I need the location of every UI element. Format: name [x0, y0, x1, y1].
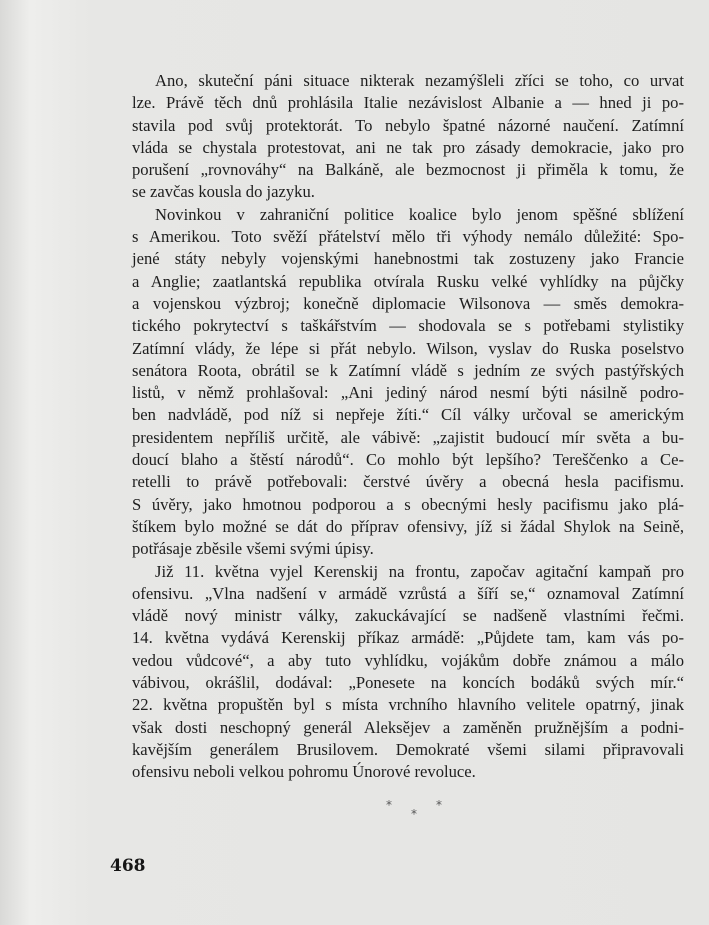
text-line: presidentem nepříliš určitě, ale vábivě: „zajistit budoucí mír světa a bu-	[132, 427, 684, 447]
text-line: S úvěry, jako hmotnou podporou a s obecnými hesly pacifismu jako plá-	[132, 494, 684, 514]
text-line: Zatímní vlády, že lépe si přát nebylo. Wilson, vyslav do Ruska poselstvo	[132, 338, 684, 358]
section-break-asterisks	[378, 798, 458, 828]
text-line: ofensivu. „Vlna nadšení v armádě vzrůstá a šíří se,“ oznamoval Zatímní	[132, 583, 684, 603]
asterisk-icon: *	[386, 798, 392, 812]
text-line: Již 11. května vyjel Kerenskij na frontu, započav agitační kampaň pro	[155, 561, 684, 581]
text-line: Novinkou v zahraniční politice koalice bylo jenom spěšné sblížení	[155, 204, 684, 224]
text-line: jené státy nebyly vojenskými hanebnostmi tak zostuzeny jako Francie	[132, 249, 684, 269]
text-line: senátora Roota, obrátil se k Zatímní vládě s jedním ze svých pastýřských	[132, 360, 684, 380]
text-line: 22. května propuštěn byl s místa vrchního hlavního velitele opatrný, jinak	[132, 695, 684, 715]
text-line: vábivou, okrášlil, dodával: „Ponesete na koncích bodáků svých mír.“	[132, 673, 684, 693]
text-line: Ano, skuteční páni situace nikterak nezamýšleli zříci se toho, co urvat	[155, 71, 684, 90]
text-line: tického pokrytectví s taškářstvím — shodovala se s potřebami stylistiky	[132, 316, 684, 336]
page-number: 468	[110, 856, 146, 876]
text-line: doucí blaho a štěstí národů“. Co mohlo být lepšího? Tereščenko a Ce-	[132, 450, 684, 470]
text-line: listů, v němž prohlašoval: „Ani jediný národ nesmí býti násilně podro-	[132, 383, 684, 403]
text-line: vláda se chystala protestovat, ani ne tak pro zásady demokracie, jako pro	[132, 137, 684, 157]
text-line: s Amerikou. Toto svěží přátelství mělo tři výhody nemálo důležité: Spo-	[132, 227, 684, 247]
text-line: a Anglie; zaatlantská republika otvírala Rusku velké vyhlídky na půjčky	[132, 271, 684, 291]
body-text	[132, 70, 684, 784]
asterisk-icon: *	[436, 798, 442, 812]
paragraph-2	[132, 204, 684, 561]
paragraph-1	[132, 70, 684, 204]
text-line: a vojenskou výzbroj; konečně diplomacie Wilsonova — směs demokra-	[132, 293, 684, 313]
text-line: stavila pod svůj protektorát. To nebylo špatné názorné naučení. Zatímní	[132, 115, 684, 135]
text-line: se zavčas kousla do jazyku.	[132, 182, 315, 202]
text-line: porušení „rovnováhy“ na Balkáně, ale bezmocnost ji přiměla k tomu, že	[132, 160, 684, 180]
text-line: štíkem bylo možné se dát do příprav ofensivy, jíž si žádal Shylok na Seině,	[132, 516, 684, 536]
text-line: ofensivu neboli velkou pohromu Únorové revoluce.	[132, 762, 476, 782]
text-line: lze. Právě těch dnů prohlásila Italie nezávislost Albanie a — hned ji po-	[132, 93, 684, 113]
text-line: vedou vůdcové“, a aby tuto vyhlídku, vojákům dobře známou a málo	[132, 650, 684, 670]
paragraph-3	[132, 561, 684, 784]
text-line: ben nadvládě, pod níž si nepřeje žíti.“ Cíl války určoval se americkým	[132, 405, 684, 425]
text-line: potřásaje zběsile všemi svými úpisy.	[132, 539, 374, 559]
text-line: kavějším generálem Brusilovem. Demokraté všemi silami připravovali	[132, 739, 684, 759]
text-line: 14. května vydává Kerenskij příkaz armádě: „Půjdete tam, kam vás po-	[132, 628, 684, 648]
asterisk-icon: *	[411, 807, 417, 821]
text-line: však dosti neschopný generál Aleksějev a zaměněn pružnějším a podni-	[132, 717, 684, 737]
text-line: retelli to právě potřebovali: čerstvé úvěry a obecná hesla pacifismu.	[132, 472, 684, 492]
text-line: vládě nový ministr války, zakuckávající se nadšeně vlastními řečmi.	[132, 606, 684, 626]
